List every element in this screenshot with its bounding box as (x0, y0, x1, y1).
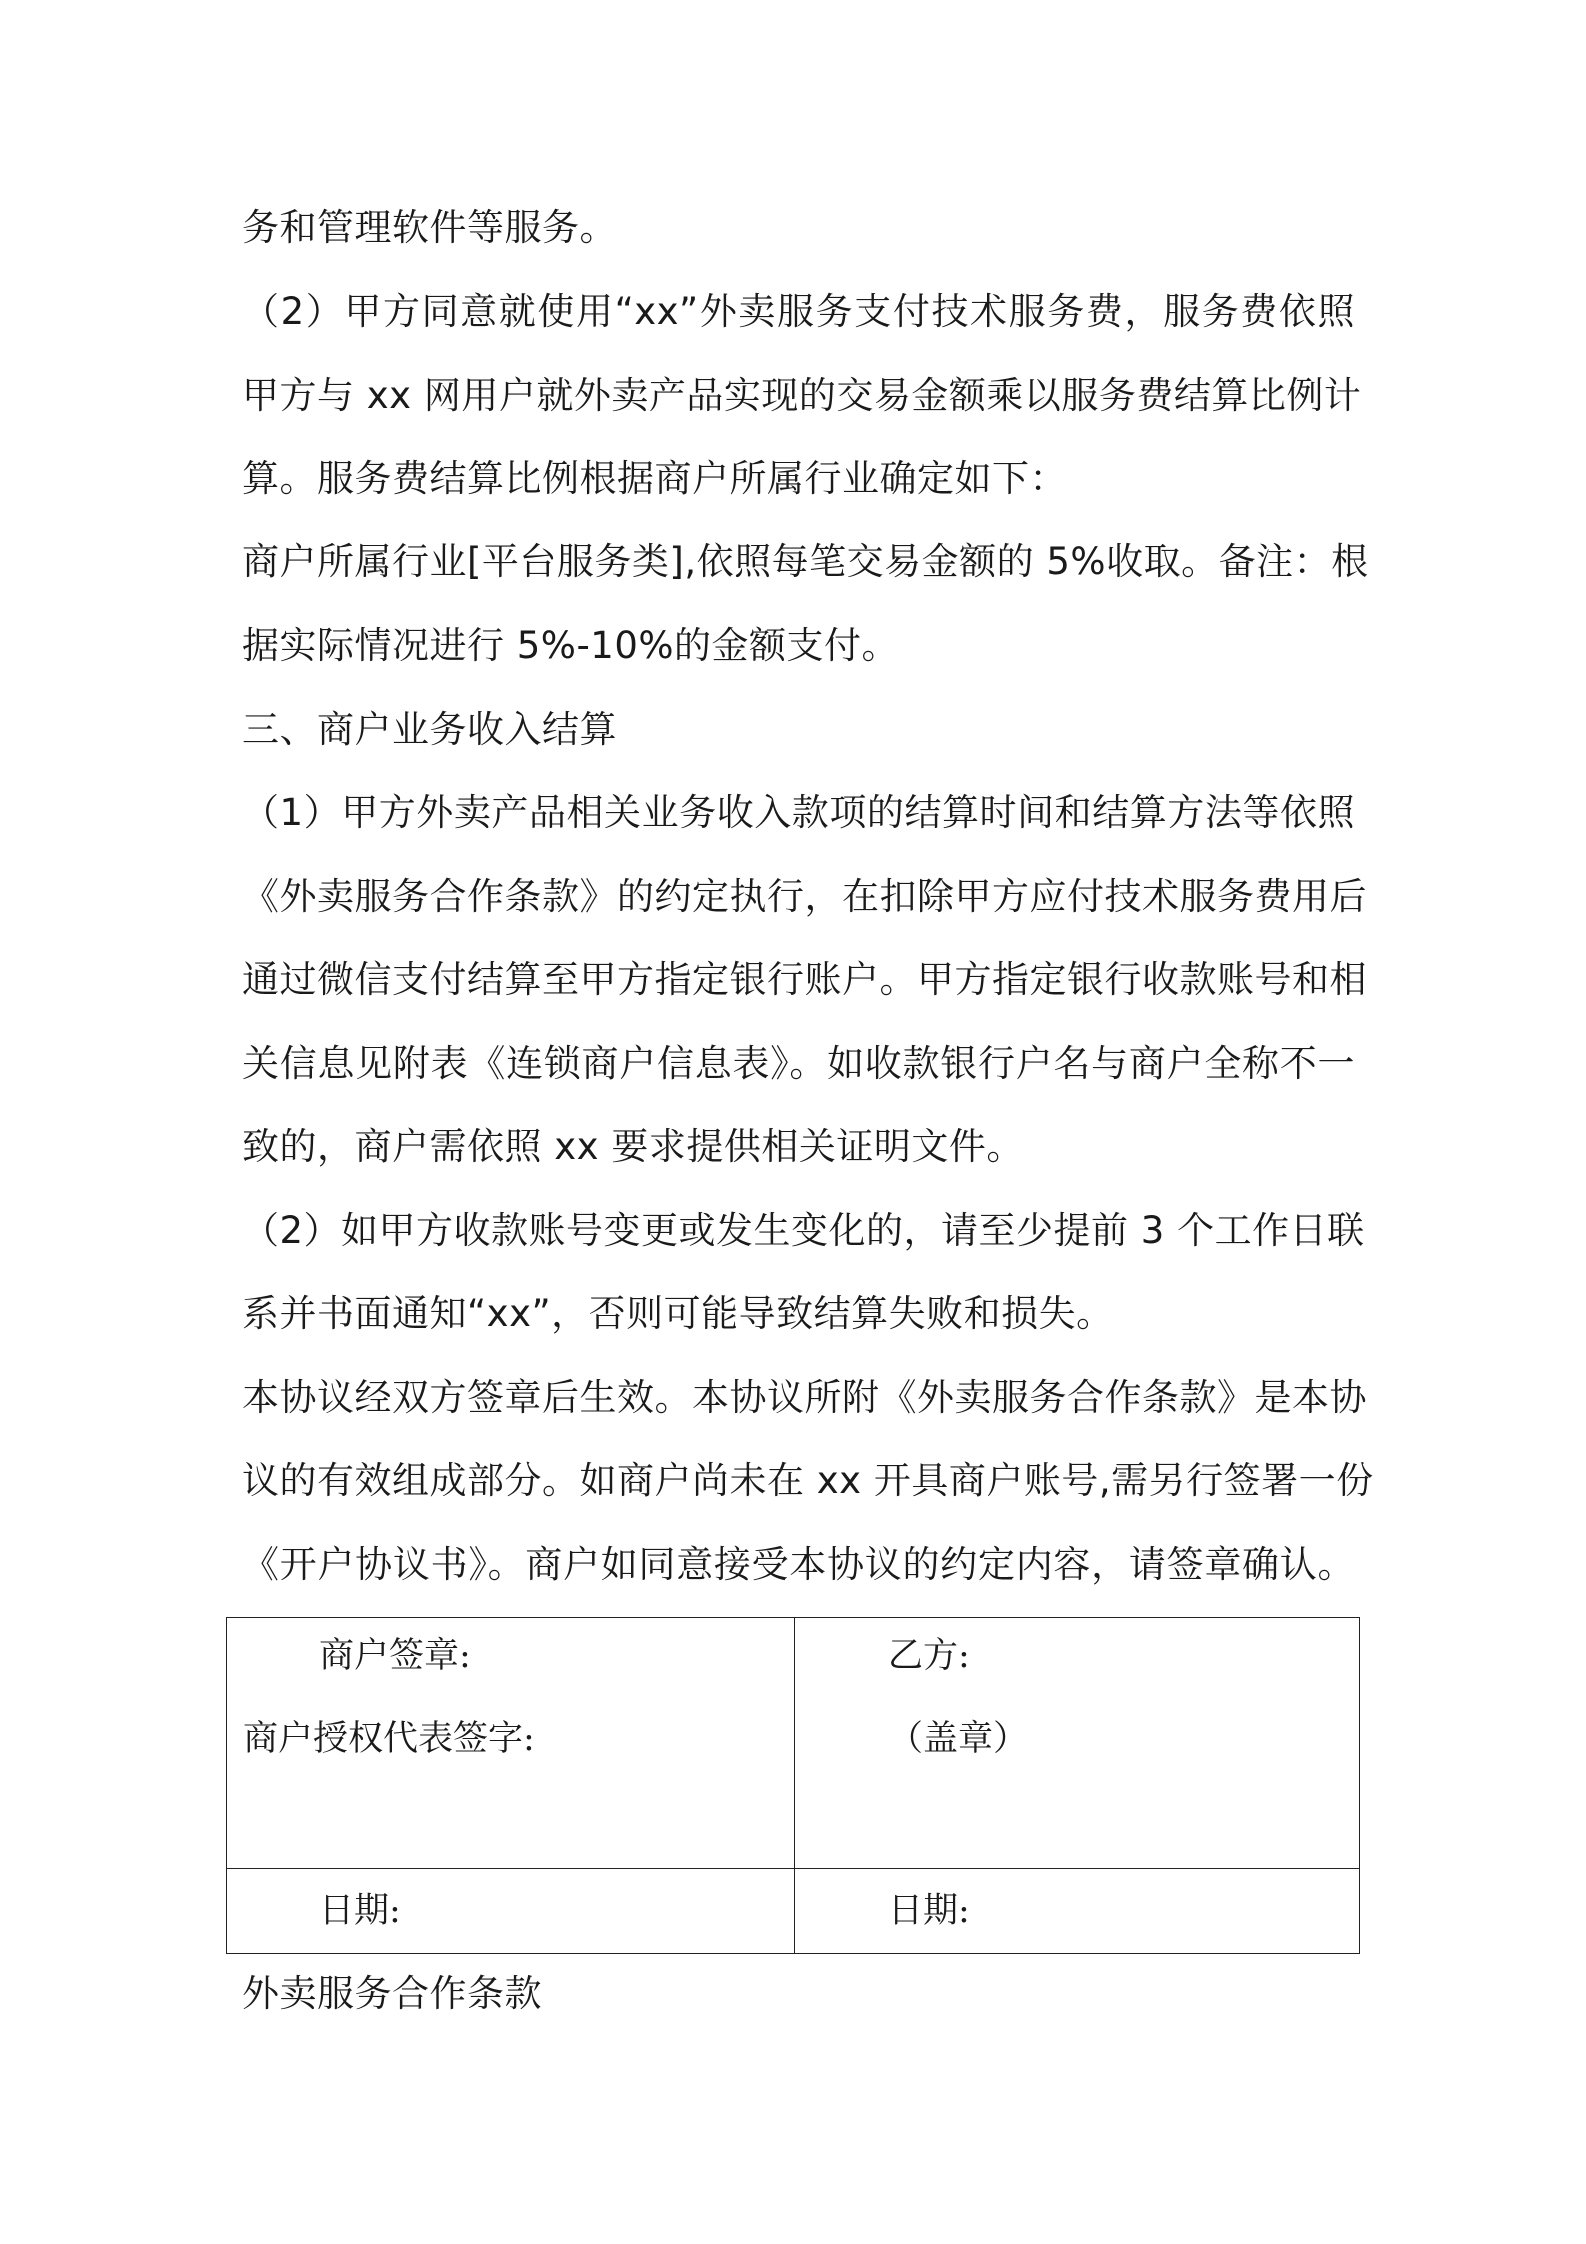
signature-table (226, 1617, 1360, 1954)
paragraph-line-3: 甲方与 xx 网用户就外卖产品实现的交易金额乘以服务费结算比例计 (242, 374, 1362, 417)
section-heading: 三、商户业务收入结算 (242, 708, 617, 751)
paragraph-line-4: 算。服务费结算比例根据商户所属行业确定如下： (242, 457, 1067, 500)
merchant-sign-cell (227, 1618, 795, 1869)
paragraph-line-16: 议的有效组成部分。如商户尚未在 xx 开具商户账号,需另行签署一份 (242, 1459, 1374, 1502)
paragraph-line-5: 商户所属行业[平台服务类],依照每笔交易金额的 5%收取。备注：根 (242, 540, 1369, 583)
merchant-seal-label: 商户签章: (319, 1636, 471, 1676)
party-b-seal-label: （盖章） (888, 1719, 1029, 1759)
paragraph-line-17: 《开户协议书》。商户如同意接受本协议的约定内容，请签章确认。 (242, 1543, 1355, 1586)
party-b-sign-cell (795, 1618, 1360, 1869)
paragraph-line-2: （2）甲方同意就使用“xx”外卖服务支付技术服务费，服务费依照 (242, 290, 1355, 333)
paragraph-line-10: 通过微信支付结算至甲方指定银行账户。甲方指定银行收款账号和相 (242, 958, 1367, 1001)
paragraph-line-8: （1）甲方外卖产品相关业务收入款项的结算时间和结算方法等依照 (242, 791, 1355, 834)
paragraph-line-11: 关信息见附表《连锁商户信息表》。如收款银行户名与商户全称不一 (242, 1042, 1355, 1085)
paragraph-line-6: 据实际情况进行 5%-10%的金额支付。 (242, 624, 900, 667)
footer-heading: 外卖服务合作条款 (242, 1972, 542, 2015)
merchant-date-cell (227, 1869, 795, 1954)
paragraph-line-13: （2）如甲方收款账号变更或发生变化的，请至少提前 3 个工作日联 (242, 1209, 1365, 1252)
merchant-date-label: 日期: (319, 1891, 401, 1931)
paragraph-line-1: 务和管理软件等服务。 (242, 206, 617, 249)
paragraph-line-12: 致的，商户需依照 xx 要求提供相关证明文件。 (242, 1125, 1024, 1168)
party-b-date-label: 日期: (888, 1891, 970, 1931)
merchant-rep-sign-label: 商户授权代表签字: (243, 1719, 535, 1759)
party-b-date-cell (795, 1869, 1360, 1954)
paragraph-line-9: 《外卖服务合作条款》的约定执行，在扣除甲方应付技术服务费用后 (242, 875, 1367, 918)
paragraph-line-15: 本协议经双方签章后生效。本协议所附《外卖服务合作条款》是本协 (242, 1376, 1367, 1419)
party-b-label: 乙方: (888, 1636, 970, 1676)
paragraph-line-14: 系并书面通知“xx”，否则可能导致结算失败和损失。 (242, 1292, 1114, 1335)
